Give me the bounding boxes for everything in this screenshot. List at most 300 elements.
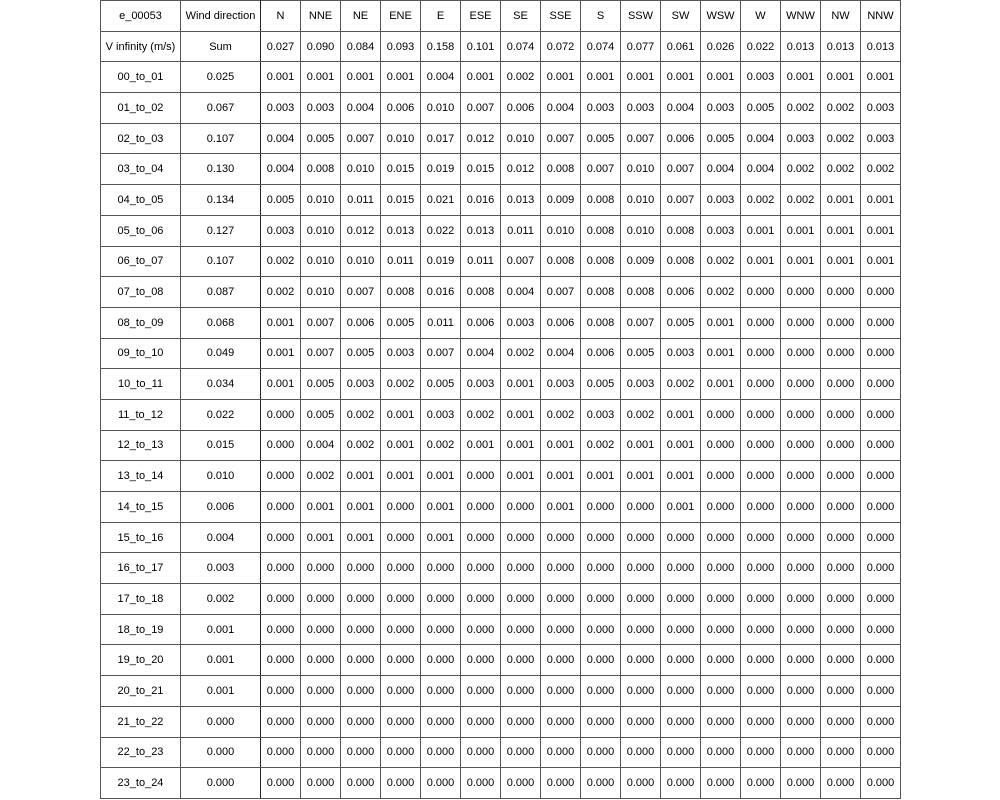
table-cell: 0.000 xyxy=(781,706,821,737)
direction-header: NNW xyxy=(861,1,901,32)
row-label: 23_to_24 xyxy=(101,768,181,799)
table-cell: 0.008 xyxy=(381,277,421,308)
table-cell: 0.002 xyxy=(501,62,541,93)
row-sum: 0.130 xyxy=(181,154,261,185)
table-cell: 0.001 xyxy=(381,62,421,93)
corner-label: e_00053 xyxy=(101,1,181,32)
table-cell: 0.000 xyxy=(621,737,661,768)
table-cell: 0.000 xyxy=(341,584,381,615)
table-cell: 0.000 xyxy=(381,492,421,523)
table-cell: 0.000 xyxy=(341,737,381,768)
table-cell: 0.003 xyxy=(261,93,301,124)
table-cell: 0.022 xyxy=(421,215,461,246)
table-cell: 0.000 xyxy=(621,553,661,584)
table-cell: 0.019 xyxy=(421,246,461,277)
table-cell: 0.001 xyxy=(821,246,861,277)
direction-header: SSW xyxy=(621,1,661,32)
table-cell: 0.000 xyxy=(741,614,781,645)
table-cell: 0.006 xyxy=(341,307,381,338)
direction-sum-row xyxy=(101,31,901,62)
table-cell: 0.016 xyxy=(461,185,501,216)
table-cell: 0.006 xyxy=(501,93,541,124)
row-label: 13_to_14 xyxy=(101,461,181,492)
table-cell: 0.001 xyxy=(341,492,381,523)
table-cell: 0.000 xyxy=(741,584,781,615)
table-cell: 0.000 xyxy=(781,399,821,430)
table-cell: 0.000 xyxy=(261,676,301,707)
table-cell: 0.013 xyxy=(501,185,541,216)
table-cell: 0.000 xyxy=(781,277,821,308)
table-cell: 0.001 xyxy=(301,522,341,553)
table-cell: 0.005 xyxy=(341,338,381,369)
table-cell: 0.001 xyxy=(821,215,861,246)
table-cell: 0.001 xyxy=(621,430,661,461)
table-cell: 0.001 xyxy=(301,492,341,523)
table-row xyxy=(101,93,901,124)
table-cell: 0.001 xyxy=(461,430,501,461)
table-cell: 0.011 xyxy=(381,246,421,277)
table-cell: 0.000 xyxy=(581,645,621,676)
table-cell: 0.001 xyxy=(861,62,901,93)
table-cell: 0.000 xyxy=(621,645,661,676)
table-row xyxy=(101,676,901,707)
table-cell: 0.003 xyxy=(861,93,901,124)
table-cell: 0.016 xyxy=(421,277,461,308)
row-sum: 0.001 xyxy=(181,676,261,707)
table-cell: 0.011 xyxy=(341,185,381,216)
table-cell: 0.000 xyxy=(461,584,501,615)
table-cell: 0.000 xyxy=(661,768,701,799)
table-cell: 0.005 xyxy=(741,93,781,124)
table-cell: 0.002 xyxy=(301,461,341,492)
table-cell: 0.000 xyxy=(501,676,541,707)
table-cell: 0.004 xyxy=(541,93,581,124)
table-cell: 0.007 xyxy=(581,154,621,185)
table-cell: 0.000 xyxy=(661,706,701,737)
table-cell: 0.000 xyxy=(781,768,821,799)
table-cell: 0.000 xyxy=(861,492,901,523)
table-cell: 0.000 xyxy=(821,338,861,369)
table-cell: 0.001 xyxy=(541,62,581,93)
table-cell: 0.010 xyxy=(621,154,661,185)
table-cell: 0.010 xyxy=(541,215,581,246)
table-cell: 0.000 xyxy=(501,584,541,615)
table-cell: 0.000 xyxy=(381,768,421,799)
table-cell: 0.000 xyxy=(821,614,861,645)
table-cell: 0.001 xyxy=(741,246,781,277)
table-cell: 0.072 xyxy=(541,31,581,62)
table-cell: 0.022 xyxy=(741,31,781,62)
table-cell: 0.000 xyxy=(861,430,901,461)
table-cell: 0.158 xyxy=(421,31,461,62)
table-cell: 0.000 xyxy=(701,676,741,707)
row-label: 16_to_17 xyxy=(101,553,181,584)
table-cell: 0.001 xyxy=(701,307,741,338)
table-row xyxy=(101,123,901,154)
table-cell: 0.001 xyxy=(381,461,421,492)
table-cell: 0.000 xyxy=(581,768,621,799)
table-row xyxy=(101,215,901,246)
table-cell: 0.000 xyxy=(781,553,821,584)
row-sum: 0.127 xyxy=(181,215,261,246)
table-cell: 0.000 xyxy=(501,522,541,553)
table-cell: 0.002 xyxy=(661,369,701,400)
table-cell: 0.000 xyxy=(741,706,781,737)
table-cell: 0.000 xyxy=(741,737,781,768)
direction-header: ESE xyxy=(461,1,501,32)
table-cell: 0.000 xyxy=(541,553,581,584)
table-cell: 0.000 xyxy=(421,768,461,799)
table-cell: 0.000 xyxy=(621,768,661,799)
table-cell: 0.004 xyxy=(461,338,501,369)
row-sum: Sum xyxy=(181,31,261,62)
table-cell: 0.000 xyxy=(661,645,701,676)
table-cell: 0.003 xyxy=(381,338,421,369)
table-cell: 0.074 xyxy=(581,31,621,62)
table-cell: 0.000 xyxy=(861,277,901,308)
table-cell: 0.000 xyxy=(821,553,861,584)
table-cell: 0.000 xyxy=(741,369,781,400)
table-cell: 0.008 xyxy=(301,154,341,185)
table-cell: 0.000 xyxy=(301,553,341,584)
table-cell: 0.061 xyxy=(661,31,701,62)
table-cell: 0.001 xyxy=(421,522,461,553)
table-cell: 0.000 xyxy=(861,369,901,400)
row-label: 14_to_15 xyxy=(101,492,181,523)
table-cell: 0.001 xyxy=(661,492,701,523)
row-label: 09_to_10 xyxy=(101,338,181,369)
table-body xyxy=(101,1,901,799)
table-cell: 0.001 xyxy=(821,62,861,93)
sum-column-header: Wind direction xyxy=(181,1,261,32)
table-cell: 0.008 xyxy=(461,277,501,308)
table-cell: 0.000 xyxy=(781,584,821,615)
table-cell: 0.006 xyxy=(541,307,581,338)
row-label: 00_to_01 xyxy=(101,62,181,93)
table-cell: 0.000 xyxy=(741,277,781,308)
table-cell: 0.000 xyxy=(861,399,901,430)
table-cell: 0.000 xyxy=(661,522,701,553)
table-cell: 0.005 xyxy=(621,338,661,369)
table-cell: 0.010 xyxy=(421,93,461,124)
table-cell: 0.003 xyxy=(261,215,301,246)
table-cell: 0.002 xyxy=(741,185,781,216)
table-cell: 0.006 xyxy=(661,123,701,154)
table-cell: 0.000 xyxy=(341,553,381,584)
table-cell: 0.004 xyxy=(421,62,461,93)
table-row xyxy=(101,614,901,645)
table-cell: 0.000 xyxy=(861,614,901,645)
table-cell: 0.007 xyxy=(661,185,701,216)
table-cell: 0.000 xyxy=(301,768,341,799)
table-cell: 0.009 xyxy=(541,185,581,216)
table-cell: 0.000 xyxy=(261,399,301,430)
table-cell: 0.000 xyxy=(461,645,501,676)
table-cell: 0.000 xyxy=(381,584,421,615)
table-cell: 0.004 xyxy=(261,123,301,154)
row-label: 21_to_22 xyxy=(101,706,181,737)
table-cell: 0.000 xyxy=(861,522,901,553)
table-cell: 0.011 xyxy=(421,307,461,338)
table-cell: 0.007 xyxy=(541,277,581,308)
table-cell: 0.001 xyxy=(541,461,581,492)
table-cell: 0.003 xyxy=(461,369,501,400)
row-label: 17_to_18 xyxy=(101,584,181,615)
table-cell: 0.000 xyxy=(741,522,781,553)
table-cell: 0.002 xyxy=(701,277,741,308)
table-cell: 0.000 xyxy=(421,584,461,615)
table-cell: 0.003 xyxy=(621,93,661,124)
table-cell: 0.001 xyxy=(861,185,901,216)
table-cell: 0.001 xyxy=(501,461,541,492)
table-cell: 0.008 xyxy=(541,246,581,277)
table-cell: 0.000 xyxy=(581,614,621,645)
table-cell: 0.000 xyxy=(741,461,781,492)
table-cell: 0.000 xyxy=(821,522,861,553)
table-cell: 0.000 xyxy=(661,584,701,615)
table-cell: 0.000 xyxy=(781,430,821,461)
table-cell: 0.015 xyxy=(461,154,501,185)
table-cell: 0.000 xyxy=(261,737,301,768)
table-cell: 0.000 xyxy=(301,645,341,676)
table-cell: 0.000 xyxy=(541,522,581,553)
table-cell: 0.026 xyxy=(701,31,741,62)
table-cell: 0.000 xyxy=(581,553,621,584)
table-cell: 0.077 xyxy=(621,31,661,62)
row-sum: 0.022 xyxy=(181,399,261,430)
table-cell: 0.001 xyxy=(661,461,701,492)
table-cell: 0.008 xyxy=(581,246,621,277)
row-sum: 0.000 xyxy=(181,737,261,768)
table-cell: 0.000 xyxy=(701,430,741,461)
table-cell: 0.001 xyxy=(741,215,781,246)
row-label: 01_to_02 xyxy=(101,93,181,124)
table-cell: 0.001 xyxy=(341,461,381,492)
table-cell: 0.005 xyxy=(301,369,341,400)
table-cell: 0.000 xyxy=(501,614,541,645)
row-sum: 0.000 xyxy=(181,768,261,799)
table-cell: 0.000 xyxy=(461,614,501,645)
table-cell: 0.001 xyxy=(781,62,821,93)
table-cell: 0.006 xyxy=(661,277,701,308)
table-cell: 0.000 xyxy=(781,307,821,338)
table-cell: 0.000 xyxy=(741,553,781,584)
table-cell: 0.000 xyxy=(301,614,341,645)
table-cell: 0.000 xyxy=(741,430,781,461)
table-cell: 0.000 xyxy=(461,768,501,799)
table-cell: 0.000 xyxy=(781,645,821,676)
table-cell: 0.000 xyxy=(501,492,541,523)
table-cell: 0.000 xyxy=(341,706,381,737)
table-row xyxy=(101,399,901,430)
row-sum: 0.049 xyxy=(181,338,261,369)
row-sum: 0.107 xyxy=(181,246,261,277)
table-cell: 0.003 xyxy=(581,93,621,124)
table-cell: 0.000 xyxy=(701,492,741,523)
table-cell: 0.005 xyxy=(301,399,341,430)
table-cell: 0.000 xyxy=(461,706,501,737)
table-cell: 0.000 xyxy=(421,676,461,707)
table-cell: 0.000 xyxy=(261,768,301,799)
row-sum: 0.010 xyxy=(181,461,261,492)
table-cell: 0.001 xyxy=(621,62,661,93)
table-cell: 0.008 xyxy=(661,246,701,277)
table-cell: 0.002 xyxy=(501,338,541,369)
row-sum: 0.034 xyxy=(181,369,261,400)
table-cell: 0.000 xyxy=(581,584,621,615)
direction-header: N xyxy=(261,1,301,32)
table-cell: 0.005 xyxy=(421,369,461,400)
table-cell: 0.001 xyxy=(501,399,541,430)
table-cell: 0.002 xyxy=(701,246,741,277)
table-cell: 0.000 xyxy=(781,369,821,400)
table-cell: 0.000 xyxy=(821,430,861,461)
table-cell: 0.015 xyxy=(381,154,421,185)
table-cell: 0.000 xyxy=(621,614,661,645)
table-cell: 0.000 xyxy=(821,277,861,308)
table-cell: 0.000 xyxy=(821,399,861,430)
table-cell: 0.000 xyxy=(341,614,381,645)
row-label: 12_to_13 xyxy=(101,430,181,461)
table-cell: 0.001 xyxy=(301,62,341,93)
table-cell: 0.001 xyxy=(701,62,741,93)
table-cell: 0.000 xyxy=(541,737,581,768)
table-cell: 0.003 xyxy=(701,215,741,246)
table-cell: 0.084 xyxy=(341,31,381,62)
table-cell: 0.000 xyxy=(381,706,421,737)
table-cell: 0.000 xyxy=(541,584,581,615)
table-row xyxy=(101,492,901,523)
direction-header: NE xyxy=(341,1,381,32)
table-cell: 0.000 xyxy=(621,492,661,523)
table-cell: 0.001 xyxy=(341,62,381,93)
table-cell: 0.093 xyxy=(381,31,421,62)
table-cell: 0.007 xyxy=(341,277,381,308)
table-cell: 0.003 xyxy=(341,369,381,400)
table-cell: 0.007 xyxy=(621,123,661,154)
table-cell: 0.101 xyxy=(461,31,501,62)
row-sum: 0.107 xyxy=(181,123,261,154)
table-row xyxy=(101,62,901,93)
table-cell: 0.001 xyxy=(781,246,821,277)
table-cell: 0.002 xyxy=(781,93,821,124)
table-cell: 0.000 xyxy=(541,614,581,645)
table-cell: 0.003 xyxy=(581,399,621,430)
table-cell: 0.002 xyxy=(341,399,381,430)
table-cell: 0.019 xyxy=(421,154,461,185)
table-cell: 0.000 xyxy=(341,676,381,707)
table-cell: 0.003 xyxy=(661,338,701,369)
table-cell: 0.010 xyxy=(341,246,381,277)
table-cell: 0.003 xyxy=(701,93,741,124)
direction-header: WNW xyxy=(781,1,821,32)
table-cell: 0.002 xyxy=(621,399,661,430)
table-cell: 0.000 xyxy=(741,399,781,430)
table-cell: 0.000 xyxy=(261,614,301,645)
table-cell: 0.000 xyxy=(541,676,581,707)
row-label: 22_to_23 xyxy=(101,737,181,768)
table-cell: 0.006 xyxy=(381,93,421,124)
table-cell: 0.010 xyxy=(301,246,341,277)
table-cell: 0.000 xyxy=(861,768,901,799)
table-cell: 0.000 xyxy=(341,645,381,676)
table-cell: 0.000 xyxy=(661,676,701,707)
table-cell: 0.000 xyxy=(661,737,701,768)
table-cell: 0.001 xyxy=(581,461,621,492)
table-cell: 0.008 xyxy=(661,215,701,246)
row-label: 08_to_09 xyxy=(101,307,181,338)
table-cell: 0.000 xyxy=(381,522,421,553)
table-cell: 0.012 xyxy=(341,215,381,246)
row-label: V infinity (m/s) xyxy=(101,31,181,62)
table-cell: 0.006 xyxy=(461,307,501,338)
table-cell: 0.003 xyxy=(621,369,661,400)
table-cell: 0.000 xyxy=(781,461,821,492)
row-sum: 0.067 xyxy=(181,93,261,124)
table-cell: 0.012 xyxy=(461,123,501,154)
row-sum: 0.006 xyxy=(181,492,261,523)
table-cell: 0.000 xyxy=(741,676,781,707)
table-cell: 0.000 xyxy=(701,645,741,676)
table-row xyxy=(101,645,901,676)
table-cell: 0.027 xyxy=(261,31,301,62)
direction-header: SW xyxy=(661,1,701,32)
table-cell: 0.007 xyxy=(661,154,701,185)
row-label: 19_to_20 xyxy=(101,645,181,676)
table-cell: 0.000 xyxy=(421,614,461,645)
table-cell: 0.001 xyxy=(381,430,421,461)
table-row xyxy=(101,307,901,338)
table-cell: 0.001 xyxy=(461,62,501,93)
table-cell: 0.008 xyxy=(621,277,661,308)
row-label: 15_to_16 xyxy=(101,522,181,553)
table-cell: 0.003 xyxy=(421,399,461,430)
table-cell: 0.000 xyxy=(461,461,501,492)
table-cell: 0.010 xyxy=(501,123,541,154)
direction-header: W xyxy=(741,1,781,32)
table-cell: 0.011 xyxy=(501,215,541,246)
table-cell: 0.007 xyxy=(421,338,461,369)
row-label: 11_to_12 xyxy=(101,399,181,430)
table-cell: 0.002 xyxy=(261,277,301,308)
table-cell: 0.000 xyxy=(461,553,501,584)
table-cell: 0.000 xyxy=(701,461,741,492)
table-cell: 0.004 xyxy=(741,123,781,154)
table-cell: 0.000 xyxy=(261,553,301,584)
row-sum: 0.015 xyxy=(181,430,261,461)
table-cell: 0.008 xyxy=(581,277,621,308)
table-cell: 0.001 xyxy=(781,215,821,246)
table-row xyxy=(101,522,901,553)
row-sum: 0.001 xyxy=(181,645,261,676)
table-cell: 0.000 xyxy=(701,706,741,737)
table-cell: 0.008 xyxy=(581,307,621,338)
direction-header: S xyxy=(581,1,621,32)
table-cell: 0.007 xyxy=(461,93,501,124)
table-cell: 0.005 xyxy=(381,307,421,338)
table-row xyxy=(101,246,901,277)
table-cell: 0.005 xyxy=(261,185,301,216)
table-cell: 0.002 xyxy=(541,399,581,430)
table-cell: 0.004 xyxy=(261,154,301,185)
table-cell: 0.000 xyxy=(701,584,741,615)
table-cell: 0.001 xyxy=(701,369,741,400)
direction-header: SSE xyxy=(541,1,581,32)
table-cell: 0.000 xyxy=(381,737,421,768)
table-cell: 0.000 xyxy=(381,614,421,645)
table-cell: 0.017 xyxy=(421,123,461,154)
direction-header: NW xyxy=(821,1,861,32)
